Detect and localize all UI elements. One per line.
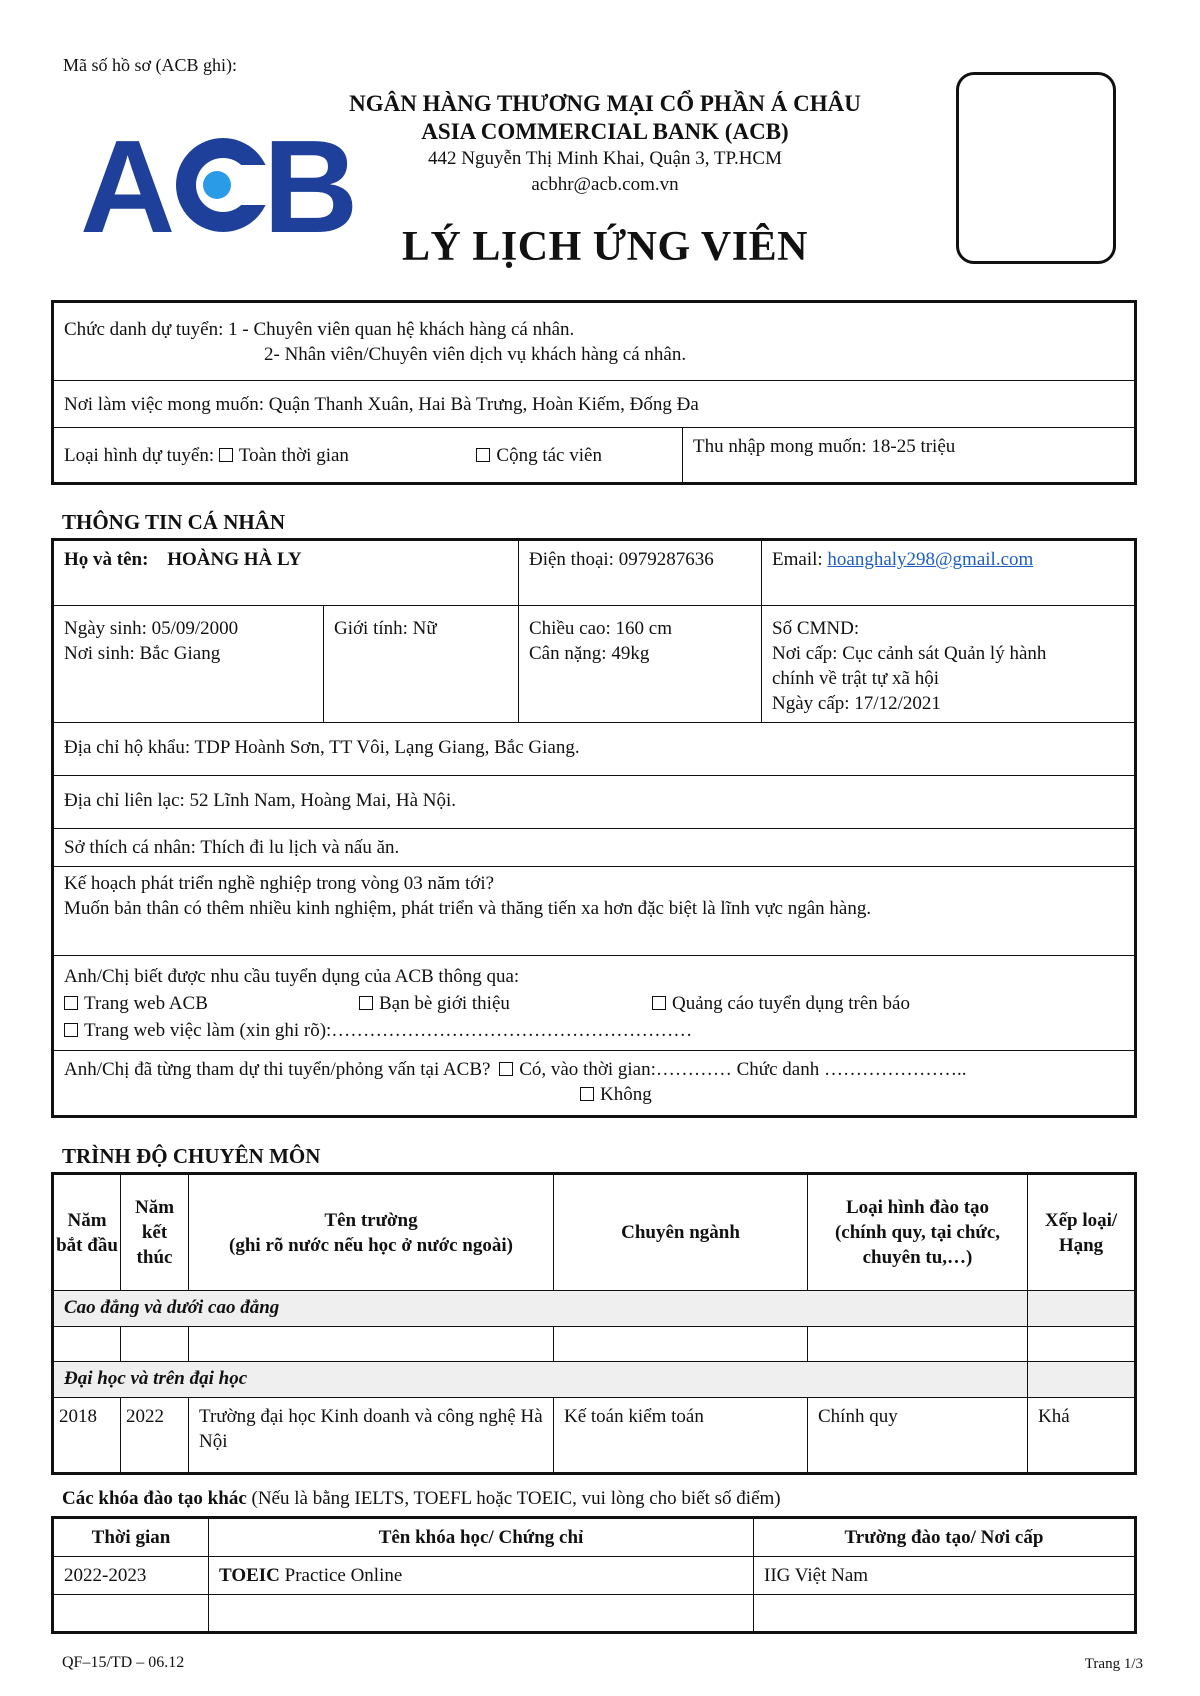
header-training-type-title: Loại hình đào tạo — [845, 1197, 990, 1218]
empty-cell[interactable] — [121, 1327, 189, 1362]
header-school-title: Tên trường — [324, 1209, 418, 1231]
prior-yes-checkbox[interactable] — [499, 1062, 513, 1076]
education-section-title: TRÌNH ĐỘ CHUYÊN MÔN — [62, 1144, 321, 1168]
position-cell[interactable] — [53, 302, 1136, 381]
courses-title-bold: Các khóa đào tạo khác — [62, 1488, 247, 1509]
career-plan-cell[interactable] — [53, 867, 1136, 956]
prior-no-label: Không — [600, 1084, 652, 1105]
photo-placeholder[interactable] — [956, 72, 1116, 264]
hobbies[interactable]: Sở thích cá nhân: Thích đi lu lịch và nấu ăn. — [53, 829, 1136, 867]
empty-cell[interactable] — [209, 1595, 754, 1633]
file-code-label: Mã số hồ sơ (ACB ghi): — [63, 55, 238, 75]
bank-address: 442 Nguyễn Thị Minh Khai, Quận 3, TP.HCM — [428, 148, 782, 169]
empty-cell[interactable] — [554, 1327, 808, 1362]
svg-text:A: A — [80, 113, 170, 260]
group-university: Đại học và trên đại học — [53, 1362, 1028, 1398]
group-college: Cao đẳng và dưới cao đẳng — [53, 1291, 1028, 1327]
edu-school[interactable]: Trường đại học Kinh doanh và công nghệ Hà Nội — [189, 1398, 554, 1474]
course-time[interactable]: 2022-2023 — [53, 1557, 209, 1595]
position-1: 1 - Chuyên viên quan hệ khách hàng cá nhân. — [228, 319, 575, 340]
source-newspaper-checkbox[interactable] — [652, 996, 666, 1010]
gender-cell[interactable]: Giới tính: Nữ — [324, 606, 519, 723]
body-cell[interactable] — [519, 606, 762, 723]
email-link[interactable]: hoanghaly298@gmail.com — [827, 549, 1034, 570]
courses-title-note: (Nếu là bằng IELTS, TOEFL hoặc TOEIC, vui lòng cho biết số điểm) — [251, 1488, 781, 1509]
contact-address[interactable]: Địa chỉ liên lạc: 52 Lĩnh Nam, Hoàng Mai, Hà Nội. — [53, 776, 1136, 829]
position-label: Chức danh dự tuyển: — [64, 319, 224, 340]
expected-salary[interactable]: Thu nhập mong muốn: 18-25 triệu — [683, 428, 1136, 484]
group-university-rank-cell — [1028, 1362, 1136, 1398]
id-number: Số CMND: — [772, 618, 860, 639]
edu-major[interactable]: Kế toán kiểm toán — [554, 1398, 808, 1474]
form-code: QF–15/TD – 06.12 — [62, 1654, 185, 1671]
permanent-address[interactable]: Địa chỉ hộ khẩu: TDP Hoành Sơn, TT Vôi, Lạng Giang, Bắc Giang. — [53, 723, 1136, 776]
edu-end-year[interactable]: 2022 — [121, 1398, 189, 1474]
header-training-type — [808, 1174, 1028, 1291]
source-web-acb-checkbox[interactable] — [64, 996, 78, 1010]
fulltime-checkbox[interactable] — [219, 448, 233, 462]
bank-name-vn: NGÂN HÀNG THƯƠNG MẠI CỔ PHẦN Á CHÂU — [349, 91, 861, 116]
source-question: Anh/Chị biết được nhu cầu tuyển dụng của ACB thông qua: — [64, 966, 520, 987]
position-2: 2- Nhân viên/Chuyên viên dịch vụ khách hàng cá nhân. — [264, 344, 687, 365]
course-name[interactable] — [209, 1557, 754, 1595]
birth-cell[interactable] — [53, 606, 324, 723]
page-number: Trang 1/3 — [1084, 1656, 1143, 1672]
bank-name-en: ASIA COMMERCIAL BANK (ACB) — [421, 119, 789, 144]
bank-header — [300, 90, 910, 198]
source-job-site-checkbox[interactable] — [64, 1023, 78, 1037]
course-name-rest: Practice Online — [279, 1565, 403, 1586]
application-type-label: Loại hình dự tuyển: — [64, 445, 215, 466]
prior-yes-label: Có, vào thời gian:………… Chức danh ………………….. — [519, 1059, 967, 1080]
collaborator-label: Cộng tác viên — [496, 445, 602, 466]
personal-section-title: THÔNG TIN CÁ NHÂN — [62, 510, 286, 534]
courses-title — [62, 1488, 781, 1510]
prior-no-checkbox[interactable] — [580, 1087, 594, 1101]
empty-cell[interactable] — [189, 1327, 554, 1362]
header-training-type-note: (chính quy, tại chức, chuyên tu,…) — [834, 1222, 1001, 1268]
empty-cell[interactable] — [808, 1327, 1028, 1362]
empty-cell[interactable] — [53, 1595, 209, 1633]
bank-email: acbhr@acb.com.vn — [531, 174, 679, 195]
courses-header-institution: Trường đào tạo/ Nơi cấp — [754, 1518, 1136, 1557]
courses-header-time: Thời gian — [53, 1518, 209, 1557]
header-school-note: (ghi rõ nước nếu học ở nước ngoài) — [229, 1234, 513, 1256]
email-label: Email: — [772, 549, 823, 570]
header-school — [189, 1174, 554, 1291]
courses-table — [51, 1516, 1137, 1634]
edu-start-year[interactable]: 2018 — [53, 1398, 121, 1474]
phone-cell[interactable]: Điện thoại: 0979287636 — [519, 540, 762, 606]
weight: Cân nặng: 49kg — [529, 643, 650, 664]
height: Chiều cao: 160 cm — [529, 618, 672, 639]
source-friends-label: Bạn bè giới thiệu — [379, 993, 510, 1014]
source-newspaper-label: Quảng cáo tuyển dụng trên báo — [672, 993, 910, 1014]
career-plan-answer: Muốn bản thân có thêm nhiều kinh nghiệm, phát triển và thăng tiến xa hơn đặc biệt là lĩnh vực ngân hàng. — [64, 898, 872, 919]
source-job-site-label: Trang web việc làm (xin ghi rõ):………………………………………………… — [84, 1020, 693, 1041]
id-issue-date: Ngày cấp: 17/12/2021 — [772, 693, 941, 714]
full-name-cell[interactable] — [53, 540, 519, 606]
group-college-rank-cell — [1028, 1291, 1136, 1327]
application-table — [51, 300, 1137, 485]
header-major: Chuyên ngành — [554, 1174, 808, 1291]
id-card-cell[interactable] — [762, 606, 1136, 723]
fulltime-label: Toàn thời gian — [238, 445, 349, 466]
course-row — [53, 1557, 1136, 1595]
prior-interview-cell — [53, 1051, 1136, 1117]
course-institution[interactable]: IIG Việt Nam — [754, 1557, 1136, 1595]
svg-text:B: B — [263, 113, 359, 260]
id-issuer-line-1: Nơi cấp: Cục cảnh sát Quản lý hành — [772, 643, 1047, 664]
source-friends-checkbox[interactable] — [359, 996, 373, 1010]
edu-training-type[interactable]: Chính quy — [808, 1398, 1028, 1474]
date-of-birth: Ngày sinh: 05/09/2000 — [64, 618, 239, 639]
career-plan-question: Kế hoạch phát triển nghề nghiệp trong vòng 03 năm tới? — [64, 873, 495, 894]
id-issuer-line-2: chính về trật tự xã hội — [772, 668, 940, 689]
workplace-cell[interactable]: Nơi làm việc mong muốn: Quận Thanh Xuân, Hai Bà Trưng, Hoàn Kiếm, Đống Đa — [53, 381, 1136, 428]
email-cell[interactable] — [762, 540, 1136, 606]
course-name-bold: TOEIC — [219, 1565, 280, 1586]
education-table — [51, 1172, 1137, 1475]
full-name-label: Họ và tên: — [64, 549, 149, 570]
prior-interview-question: Anh/Chị đã từng tham dự thi tuyển/phỏng vấn tại ACB? — [64, 1059, 491, 1080]
empty-cell[interactable] — [53, 1327, 121, 1362]
courses-header-course: Tên khóa học/ Chứng chỉ — [209, 1518, 754, 1557]
empty-cell[interactable] — [754, 1595, 1136, 1633]
collaborator-checkbox[interactable] — [476, 448, 490, 462]
header-start-year: Năm bắt đầu — [53, 1174, 121, 1291]
application-type-cell — [53, 428, 683, 484]
birthplace: Nơi sinh: Bắc Giang — [64, 643, 221, 664]
full-name-value: HOÀNG HÀ LY — [167, 549, 302, 570]
recruitment-source-cell — [53, 956, 1136, 1051]
header-rank: Xếp loại/ Hạng — [1028, 1174, 1136, 1291]
edu-rank[interactable]: Khá — [1028, 1398, 1136, 1474]
education-row — [53, 1398, 1136, 1474]
empty-cell[interactable] — [1028, 1327, 1136, 1362]
personal-info-table — [51, 538, 1137, 1118]
header-end-year: Năm kết thúc — [121, 1174, 189, 1291]
source-web-acb-label: Trang web ACB — [84, 993, 208, 1014]
document-title: LÝ LỊCH ỨNG VIÊN — [402, 224, 808, 270]
